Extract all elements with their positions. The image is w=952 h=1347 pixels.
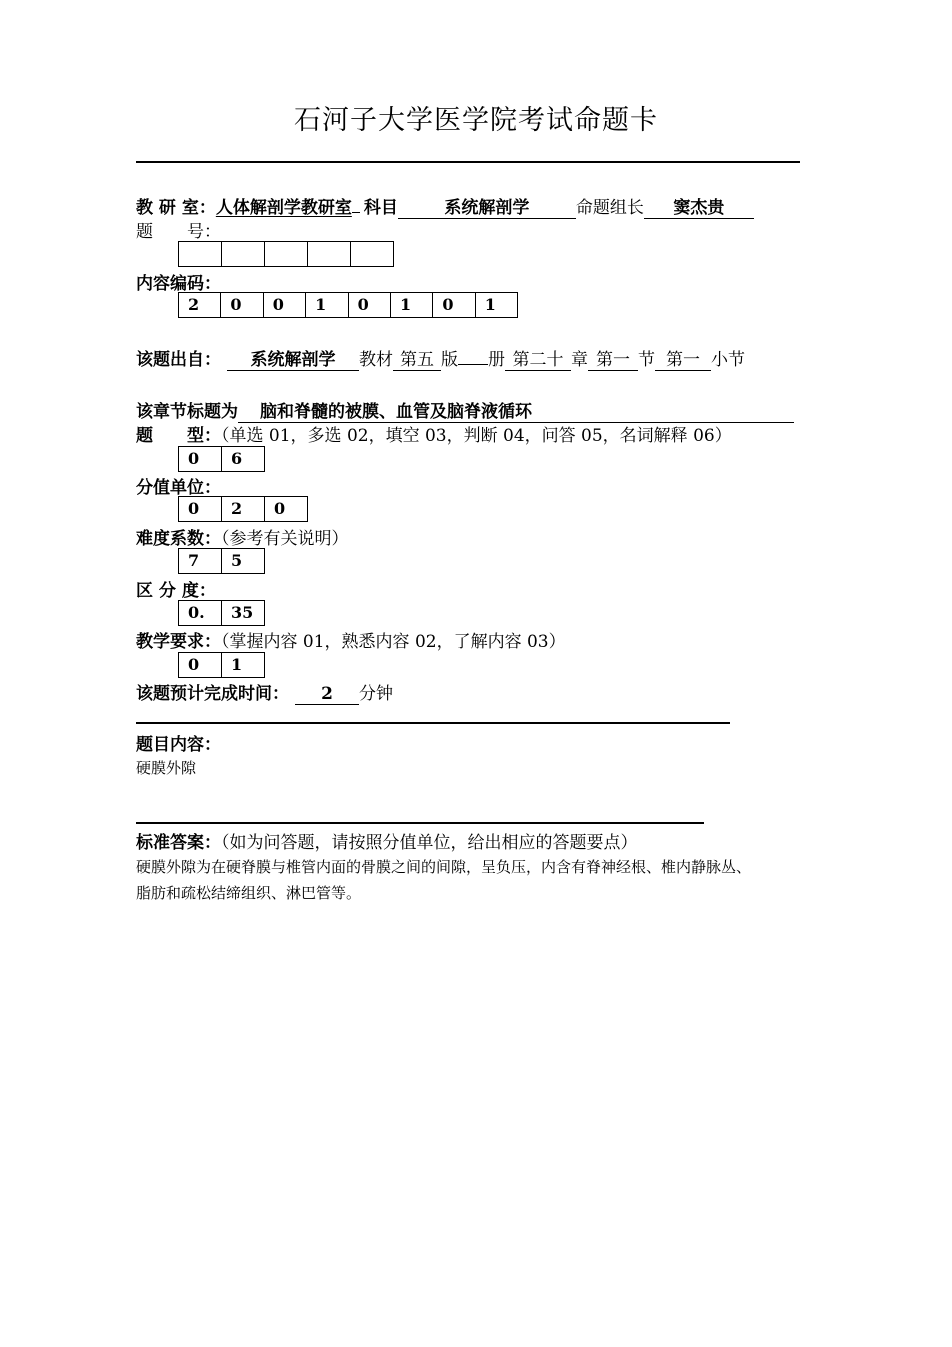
chapter-title-row	[136, 397, 794, 423]
subject-label: 科目	[363, 198, 398, 218]
answer-label: 标准答案：	[136, 833, 221, 853]
source-section: 第一	[588, 350, 638, 371]
answer-line-2: 脂肪和疏松结缔组织、淋巴管等。	[136, 884, 362, 902]
qnum-label: 题 号：	[136, 222, 221, 242]
difficulty-box: 7	[179, 549, 222, 573]
discrimination-label: 区 分 度：	[136, 581, 216, 601]
difficulty-boxes	[178, 548, 265, 574]
answer-divider	[136, 822, 704, 824]
discrimination-box: 35	[222, 601, 265, 625]
content-label: 题目内容：	[136, 735, 221, 755]
score-box: 2	[222, 497, 265, 521]
requirement-box: 0	[179, 653, 222, 677]
code-label: 内容编码：	[136, 274, 221, 294]
qnum-boxes	[178, 241, 394, 267]
leader-label: 命题组长	[575, 198, 644, 218]
qnum-box	[179, 242, 222, 266]
time-row	[136, 679, 393, 705]
subject-value: 系统解剖学	[398, 198, 576, 219]
content-text: 硬膜外隙	[136, 759, 197, 777]
qnum-box	[265, 242, 308, 266]
code-box: 0	[264, 293, 306, 317]
source-chapter: 第二十	[505, 350, 571, 371]
qnum-box	[222, 242, 265, 266]
source-volume	[458, 364, 488, 365]
source-edition: 第五	[393, 350, 441, 371]
code-boxes	[178, 292, 518, 318]
answer-line-1: 硬膜外隙为在硬脊膜与椎管内面的骨膜之间的间隙，呈负压，内含有脊神经根、椎内静脉丛、	[136, 858, 752, 876]
qtype-label: 题 型：	[136, 426, 221, 446]
qtype-boxes	[178, 446, 265, 472]
discrimination-boxes	[178, 600, 265, 626]
time-label: 该题预计完成时间：	[136, 684, 289, 704]
page-title: 石河子大学医学院考试命题卡	[294, 105, 658, 136]
answer-row	[136, 828, 638, 853]
qtype-box: 0	[179, 447, 222, 471]
source-section-suffix: 节	[638, 350, 655, 370]
source-volume-suffix: 册	[488, 350, 505, 370]
score-label: 分值单位：	[136, 478, 221, 498]
qnum-box	[351, 242, 394, 266]
score-boxes	[178, 496, 308, 522]
chapter-title-label: 该章节标题为	[136, 402, 238, 422]
time-unit: 分钟	[359, 684, 393, 704]
code-box: 0	[221, 293, 263, 317]
difficulty-label: 难度系数：	[136, 529, 221, 549]
source-subsection: 第一	[655, 350, 711, 371]
dept-value: 人体解剖学教研室	[215, 198, 352, 218]
requirement-hint: （掌握内容 01，熟悉内容 02，了解内容 03）	[221, 632, 566, 652]
requirement-row	[136, 627, 566, 652]
qtype-row	[136, 421, 732, 446]
code-box: 1	[306, 293, 348, 317]
time-value: 2	[295, 684, 359, 705]
difficulty-box: 5	[222, 549, 265, 573]
score-box: 0	[179, 497, 222, 521]
requirement-boxes	[178, 652, 265, 678]
difficulty-hint: （参考有关说明）	[221, 529, 349, 549]
source-book: 系统解剖学	[227, 350, 359, 371]
score-box: 0	[265, 497, 308, 521]
dept-label: 教 研 室：	[136, 198, 216, 218]
requirement-label: 教学要求：	[136, 632, 221, 652]
qnum-box	[308, 242, 351, 266]
qtype-box: 6	[222, 447, 265, 471]
code-box: 2	[179, 293, 221, 317]
source-edition-suffix: 版	[441, 350, 458, 370]
requirement-box: 1	[222, 653, 265, 677]
answer-hint: （如为问答题，请按照分值单位，给出相应的答题要点）	[221, 833, 638, 853]
content-divider	[136, 722, 730, 724]
difficulty-row	[136, 524, 349, 549]
code-box: 1	[476, 293, 518, 317]
discrimination-box: 0.	[179, 601, 222, 625]
source-label: 该题出自：	[136, 350, 221, 370]
qtype-hint: （单选 01，多选 02，填空 03，判断 04，问答 05，名词解释 06）	[221, 426, 732, 446]
chapter-title-value: 脑和脊髓的被膜、血管及脑脊液循环	[238, 402, 794, 423]
source-row	[136, 345, 745, 371]
source-subsection-suffix: 小节	[711, 350, 745, 370]
dept-row	[136, 193, 754, 219]
title-divider	[136, 161, 800, 163]
leader-value: 窦杰贵	[644, 198, 754, 219]
source-book-suffix: 教材	[359, 350, 393, 370]
code-box: 1	[391, 293, 433, 317]
code-box: 0	[349, 293, 391, 317]
source-chapter-suffix: 章	[571, 350, 588, 370]
code-box: 0	[433, 293, 475, 317]
